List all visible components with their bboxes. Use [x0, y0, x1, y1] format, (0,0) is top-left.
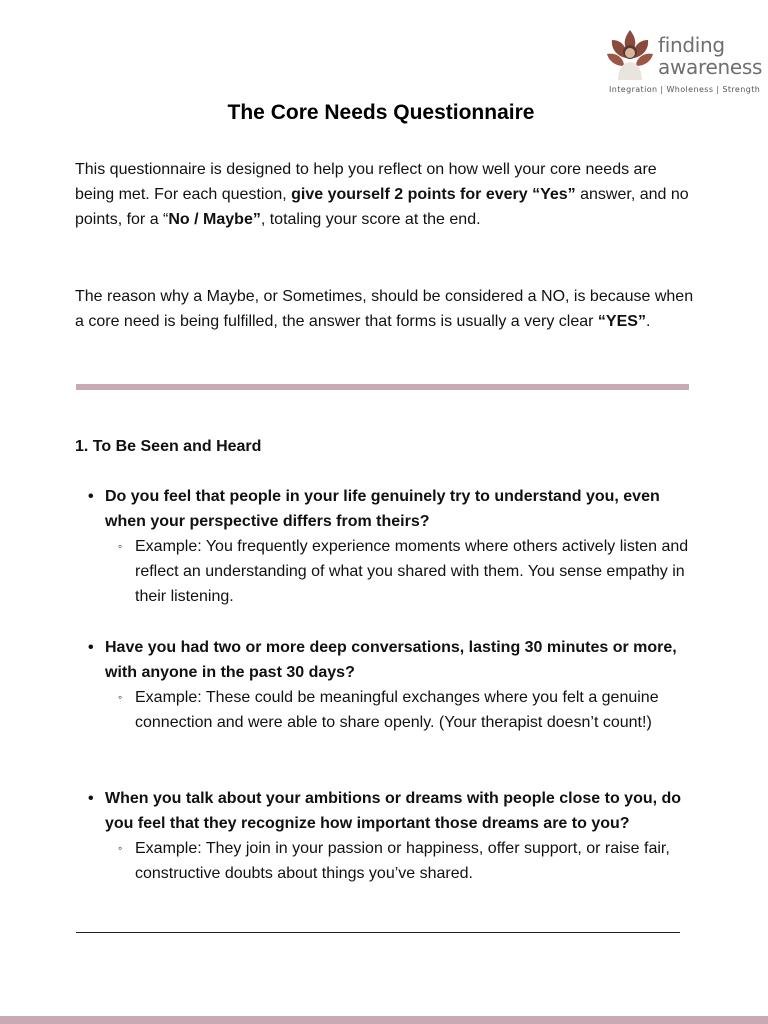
question-item [75, 786, 690, 886]
question-item [75, 484, 690, 609]
intro-text: answer, and no points, for a “ [75, 186, 689, 228]
intro-emphasis: give yourself 2 points for every “Yes” [291, 186, 576, 203]
question-text: Do you feel that people in your life genuinely try to understand you, even when your perspective differs from theirs? [105, 488, 660, 530]
sub-bullet-icon: ◦ [118, 539, 123, 553]
example-text: Example: They join in your passion or happiness, offer support, or raise fair, constructive doubts about things you’ve shared. [135, 840, 670, 882]
example-row [75, 836, 690, 886]
question-row [75, 635, 690, 685]
question-text: When you talk about your ambitions or dreams with people close to you, do you feel that they recognize how important those dreams are to you? [105, 790, 682, 832]
question-text: Have you had two or more deep conversations, lasting 30 minutes or more, with anyone in the past 30 days? [105, 639, 677, 681]
bullet-icon: • [88, 639, 94, 656]
example-row [75, 685, 690, 735]
sub-bullet-icon: ◦ [118, 690, 123, 704]
lotus-portrait-icon [606, 28, 654, 80]
question-row [75, 786, 690, 836]
brand-name-line1: finding [658, 33, 725, 57]
bullet-icon: • [88, 790, 94, 807]
intro-emphasis: “YES” [597, 313, 646, 330]
intro-text: , totaling your score at the end. [260, 211, 481, 228]
example-text: Example: You frequently experience moments where others actively listen and reflect an understanding of what you shared with them. You sense empathy in their listening. [135, 538, 689, 605]
question-item [75, 635, 690, 735]
brand-logo [606, 28, 763, 98]
intro-paragraph-1 [75, 157, 695, 232]
bottom-rule [76, 932, 680, 933]
example-row [75, 534, 690, 609]
example-text: Example: These could be meaningful exchanges where you felt a genuine connection and were able to share openly. (Your therapist doesn’t count!) [135, 689, 659, 731]
intro-text: . [645, 313, 651, 330]
bullet-icon: • [88, 488, 94, 505]
section-divider [76, 384, 689, 390]
intro-paragraph-2 [75, 284, 695, 334]
page-title: The Core Needs Questionnaire [227, 101, 535, 124]
intro-text: This questionnaire is designed to help you reflect on how well your core needs are being met. For each question, [75, 161, 657, 203]
intro-text: The reason why a Maybe, or Sometimes, should be considered a NO, is because when a core need is being fulfilled, the answer that forms is usually a very clear [75, 288, 694, 330]
sub-bullet-icon: ◦ [118, 841, 123, 855]
brand-name-line2: awareness [658, 55, 763, 79]
intro-emphasis: No / Maybe” [168, 211, 261, 228]
brand-tagline: Integration | Wholeness | Strength [609, 85, 761, 94]
section-heading: 1. To Be Seen and Heard [75, 438, 262, 455]
footer-band [0, 1016, 768, 1024]
question-row [75, 484, 690, 534]
